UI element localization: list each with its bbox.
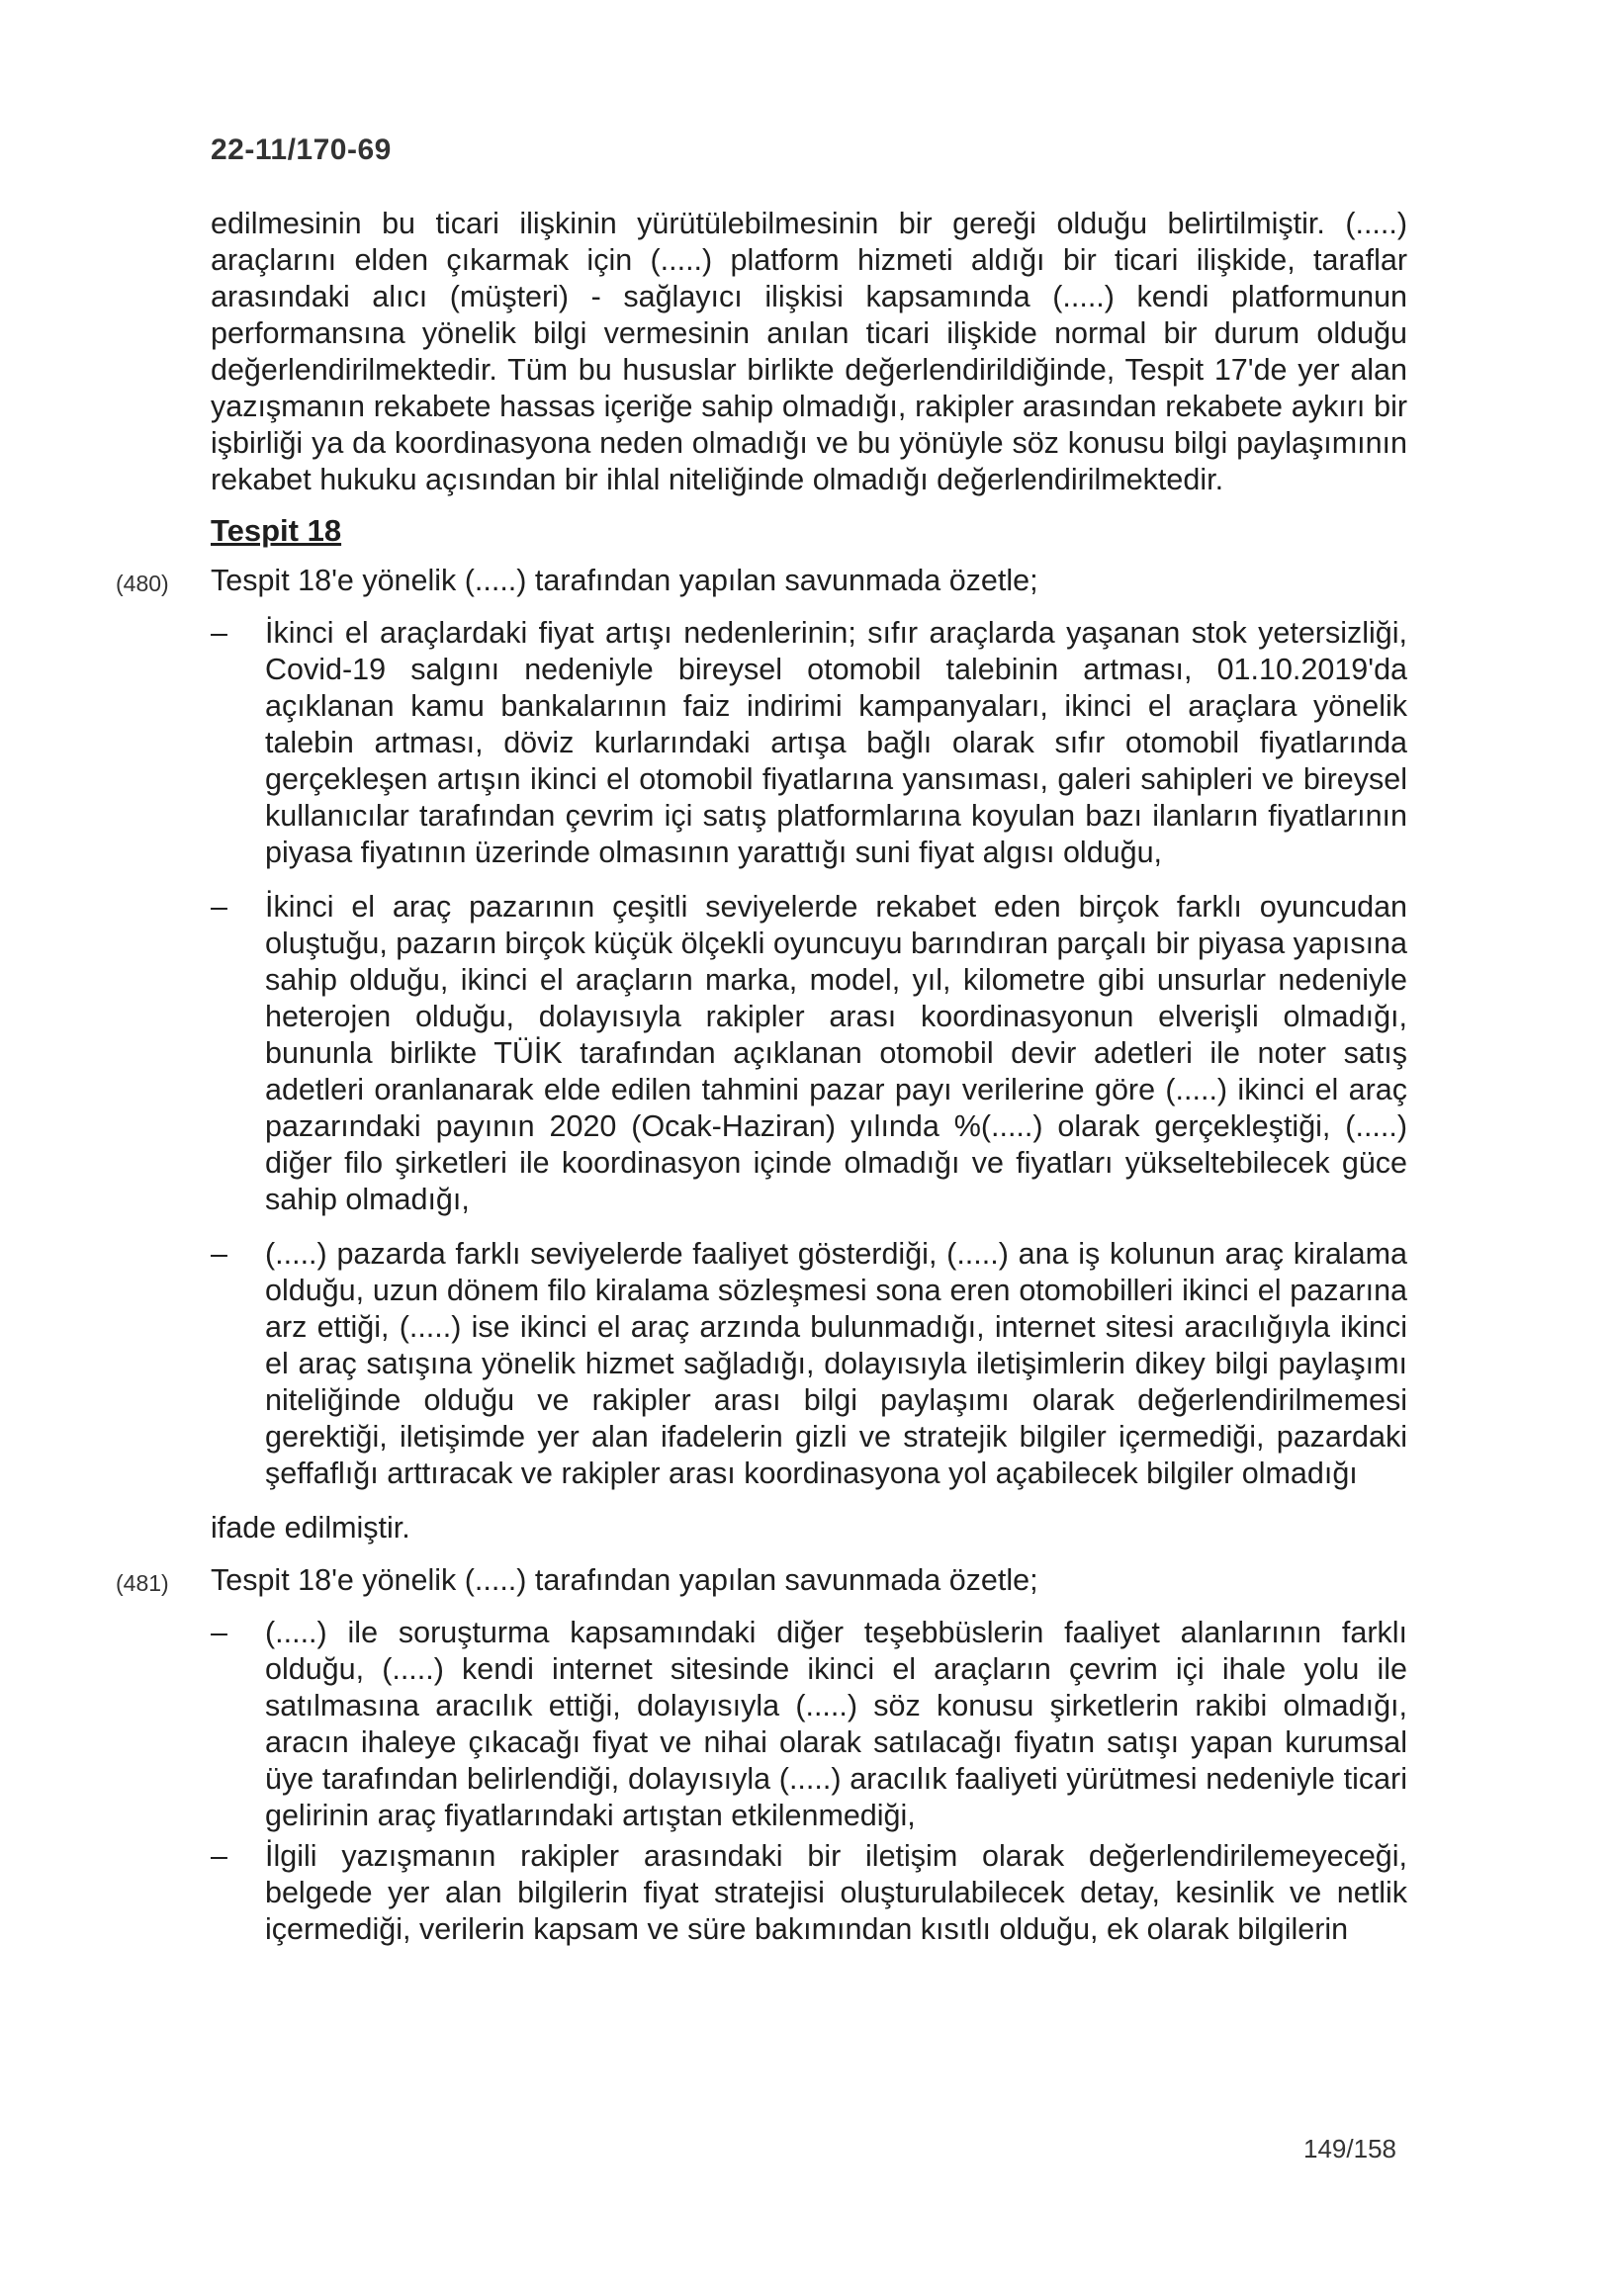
list-item-text: (.....) pazarda farklı seviyelerde faaliyet gösterdiği, (.....) ana iş kolunun araç kiralama olduğu, uzun dönem filo kiralama sözleşmesi sona eren otomobilleri ikinci el pazarına arz ettiği, (.....) ise ikinci el araç arzında bulunmadığı, internet sitesi aracılığıyla ikinci el araç satışına yönelik hizmet sağladığı, dolayısıyla iletişimlerin dikey bilgi paylaşımı niteliğinde olduğu ve rakipler arası bilgi paylaşımı olarak değerlendirilmemesi gerektiği, iletişimde yer alan ifadelerin gizli ve stratejik bilgiler içermediği, pazardaki şeffaflığı arttıracak ve rakipler arası koordinasyona yol açabilecek bilgiler olmadığı	[265, 1237, 1407, 1490]
list-item	[211, 1615, 1407, 1834]
dash-marker: –	[211, 1839, 227, 1873]
dash-marker: –	[211, 616, 227, 650]
paragraph-lead: Tespit 18'e yönelik (.....) tarafından yapılan savunmada özetle;	[211, 1563, 1038, 1597]
paragraph-closing: ifade edilmiştir.	[211, 1511, 410, 1545]
list-item	[211, 889, 1407, 1218]
list-item	[211, 615, 1407, 871]
intro-paragraph: edilmesinin bu ticari ilişkinin yürütülebilmesinin bir gereği olduğu belirtilmiştir. (.....) araçlarını elden çıkarmak için (.....) platform hizmeti aldığı bir ticari ilişkide, taraflar arasındaki alıcı (müşteri) - sağlayıcı ilişkisi kapsamında (.....) kendi platformunun performansına yönelik bilgi vermesinin anılan ticari ilişkide normal bir durum olduğu değerlendirilmektedir. Tüm bu hususlar birlikte değerlendirildiğinde, Tespit 17'de yer alan yazışmanın rekabete hassas içeriğe sahip olmadığı, rakipler arasından rekabete aykırı bir işbirliği ya da koordinasyona neden olmadığı ve bu yönüyle söz konusu bilgi paylaşımının rekabet hukuku açısından bir ihlal niteliğinde olmadığı değerlendirilmektedir.	[211, 207, 1407, 496]
section-heading: Tespit 18	[211, 513, 342, 548]
list-item	[211, 1838, 1407, 1948]
list-item-text: İlgili yazışmanın rakipler arasındaki bir iletişim olarak değerlendirilemeyeceği, belgede yer alan bilgilerin fiyat stratejisi oluşturulabilecek detay, kesinlik ve netlik içermediği, verilerin kapsam ve süre bakımından kısıtlı olduğu, ek olarak bilgilerin	[265, 1839, 1407, 1946]
list-481	[211, 1615, 1407, 1948]
paragraph-lead: Tespit 18'e yönelik (.....) tarafından yapılan savunmada özetle;	[211, 564, 1038, 597]
dash-marker: –	[211, 1616, 227, 1649]
dash-marker: –	[211, 1237, 227, 1271]
list-item-text: İkinci el araç pazarının çeşitli seviyelerde rekabet eden birçok farklı oyuncudan oluştuğu, pazarın birçok küçük ölçekli oyuncuyu barındıran parçalı bir piyasa yapısına sahip olduğu, ikinci el araçların marka, model, yıl, kilometre gibi unsurlar nedeniyle heterojen olduğu, dolayısıyla rakipler arası koordinasyonun elverişli olmadığı, bununla birlikte TÜİK tarafından açıklanan otomobil devir adetleri ile noter satış adetleri oranlanarak elde edilen tahmini pazar payı verilerine göre (.....) ikinci el araç pazarındaki payının 2020 (Ocak-Haziran) yılında %(.....) olarak gerçekleştiği, (.....) diğer filo şirketleri ile koordinasyon içinde olmadığı ve fiyatları yükseltebilecek güce sahip olmadığı,	[265, 890, 1407, 1216]
paragraph-number: (480)	[116, 571, 169, 596]
paragraph-480	[116, 563, 1407, 599]
page-number: 149/158	[1303, 2134, 1396, 2164]
document-body	[116, 206, 1407, 1958]
list-480	[211, 615, 1407, 1492]
list-item	[211, 1236, 1407, 1492]
paragraph-number: (481)	[116, 1570, 169, 1596]
list-item-text: İkinci el araçlardaki fiyat artışı nedenlerinin; sıfır araçlarda yaşanan stok yetersizliği, Covid-19 salgını nedeniyle bireysel otomobil talebinin artması, 01.10.2019'da açıklanan kamu bankalarının faiz indirimi kampanyaları, ikinci el araçlara yönelik talebin artması, döviz kurlarındaki artışa bağlı olarak sıfır otomobil fiyatlarında gerçekleşen artışın ikinci el otomobil fiyatlarına yansıması, galeri sahipleri ve bireysel kullanıcılar tarafından çevrim içi satış platformlarına koyulan bazı ilanların fiyatlarının piyasa fiyatının üzerinde olmasının yarattığı suni fiyat algısı olduğu,	[265, 616, 1407, 869]
list-item-text: (.....) ile soruşturma kapsamındaki diğer teşebbüslerin faaliyet alanlarının farklı olduğu, (.....) kendi internet sitesinde ikinci el araçların çevrim içi ihale yolu ile satılmasına aracılık ettiği, dolayısıyla (.....) söz konusu şirketlerin rakibi olmadığı, aracın ihaleye çıkacağı fiyat ve nihai olarak satılacağı fiyatın satışı yapan kurumsal üye tarafından belirlendiği, dolayısıyla (.....) aracılık faaliyeti yürütmesi nedeniyle ticari gelirinin araç fiyatlarındaki artıştan etkilenmediği,	[265, 1616, 1407, 1832]
document-reference-number: 22-11/170-69	[211, 133, 392, 166]
paragraph-481	[116, 1562, 1407, 1599]
dash-marker: –	[211, 890, 227, 924]
